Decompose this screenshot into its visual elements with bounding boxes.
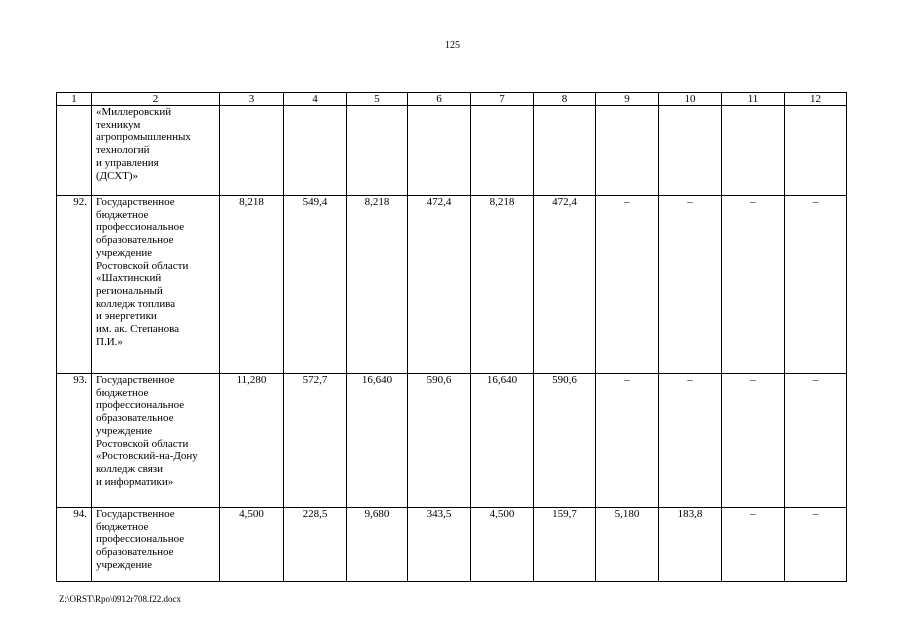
name-line: учреждение xyxy=(96,424,153,437)
cell-value: – xyxy=(596,374,659,508)
name-line: колледж связи xyxy=(96,462,164,475)
cell-value: 16,640 xyxy=(347,374,408,508)
table-row xyxy=(57,106,847,196)
name-line: Государственное xyxy=(96,374,175,386)
page-number: 125 xyxy=(445,40,460,51)
cell-value: – xyxy=(596,196,659,374)
institution-name xyxy=(92,508,220,582)
cell-value: – xyxy=(785,196,847,374)
name-line: и информатики» xyxy=(96,475,174,488)
institution-name xyxy=(92,106,220,196)
name-line: П.И.» xyxy=(96,335,123,348)
name-line: бюджетное xyxy=(96,386,149,399)
cell-value: – xyxy=(722,196,785,374)
name-line: бюджетное xyxy=(96,520,149,533)
cell-value: 549,4 xyxy=(284,196,347,374)
cell-value: – xyxy=(722,374,785,508)
name-line: учреждение xyxy=(96,558,153,571)
name-line: Государственное xyxy=(96,508,175,520)
row-number: 92. xyxy=(57,196,92,374)
name-line: Государственное xyxy=(96,196,175,208)
cell-value: – xyxy=(785,374,847,508)
name-line: профессиональное xyxy=(96,399,185,412)
cell-value: 4,500 xyxy=(471,508,534,582)
cell-value: 5,180 xyxy=(596,508,659,582)
table-row xyxy=(57,196,847,374)
name-line: профессиональное xyxy=(96,221,185,234)
cell-value xyxy=(722,106,785,196)
cell-value: – xyxy=(785,508,847,582)
cell-value: 4,500 xyxy=(220,508,284,582)
name-line: «Шахтинский xyxy=(96,272,162,285)
name-line: региональный xyxy=(96,284,163,297)
name-line: им. ак. Степанова xyxy=(96,323,180,336)
table-header-row xyxy=(57,93,847,106)
cell-value xyxy=(471,106,534,196)
name-line: и управления xyxy=(96,156,159,169)
name-line: колледж топлива xyxy=(96,297,176,310)
name-line: технологий xyxy=(96,144,150,157)
name-line: бюджетное xyxy=(96,208,149,221)
table-row xyxy=(57,374,847,508)
cell-value: 572,7 xyxy=(284,374,347,508)
cell-value: 472,4 xyxy=(534,196,596,374)
column-header: 6 xyxy=(408,93,471,106)
name-line: (ДСХТ)» xyxy=(96,169,139,182)
cell-value: 11,280 xyxy=(220,374,284,508)
cell-value: 16,640 xyxy=(471,374,534,508)
cell-value: 343,5 xyxy=(408,508,471,582)
data-table xyxy=(56,92,847,582)
column-header: 4 xyxy=(284,93,347,106)
column-header: 2 xyxy=(92,93,220,106)
name-line: «Миллеровский xyxy=(96,106,172,118)
column-header: 3 xyxy=(220,93,284,106)
name-line: образовательное xyxy=(96,234,174,247)
cell-value xyxy=(284,106,347,196)
cell-value: 590,6 xyxy=(408,374,471,508)
cell-value: 8,218 xyxy=(220,196,284,374)
cell-value: – xyxy=(659,196,722,374)
cell-value xyxy=(347,106,408,196)
column-header: 7 xyxy=(471,93,534,106)
cell-value xyxy=(659,106,722,196)
cell-value: – xyxy=(659,374,722,508)
row-number: 94. xyxy=(57,508,92,582)
institution-name xyxy=(92,374,220,508)
name-line: учреждение xyxy=(96,246,153,259)
institution-name xyxy=(92,196,220,374)
cell-value xyxy=(408,106,471,196)
footer-file-path: Z:\ORST\Rpo\0912r708.f22.docx xyxy=(59,594,181,604)
name-line: агропромышленных xyxy=(96,131,191,144)
column-header: 9 xyxy=(596,93,659,106)
name-line: Ростовской области xyxy=(96,437,189,450)
cell-value xyxy=(220,106,284,196)
name-line: Ростовской области xyxy=(96,259,189,272)
name-line: образовательное xyxy=(96,546,174,559)
name-line: образовательное xyxy=(96,412,174,425)
cell-value: 8,218 xyxy=(471,196,534,374)
cell-value xyxy=(534,106,596,196)
cell-value: 159,7 xyxy=(534,508,596,582)
column-header: 5 xyxy=(347,93,408,106)
name-line: и энергетики xyxy=(96,310,157,323)
cell-value xyxy=(596,106,659,196)
name-line: профессиональное xyxy=(96,533,185,546)
column-header: 1 xyxy=(57,93,92,106)
column-header: 8 xyxy=(534,93,596,106)
column-header: 11 xyxy=(722,93,785,106)
cell-value: 472,4 xyxy=(408,196,471,374)
cell-value: 8,218 xyxy=(347,196,408,374)
cell-value xyxy=(785,106,847,196)
row-number: 93. xyxy=(57,374,92,508)
cell-value: 183,8 xyxy=(659,508,722,582)
column-header: 10 xyxy=(659,93,722,106)
cell-value: 590,6 xyxy=(534,374,596,508)
cell-value: 228,5 xyxy=(284,508,347,582)
name-line: техникум xyxy=(96,118,141,131)
cell-value: – xyxy=(722,508,785,582)
cell-value: 9,680 xyxy=(347,508,408,582)
name-line: «Ростовский-на-Дону xyxy=(96,450,198,463)
column-header: 12 xyxy=(785,93,847,106)
row-number xyxy=(57,106,92,196)
table-row xyxy=(57,508,847,582)
